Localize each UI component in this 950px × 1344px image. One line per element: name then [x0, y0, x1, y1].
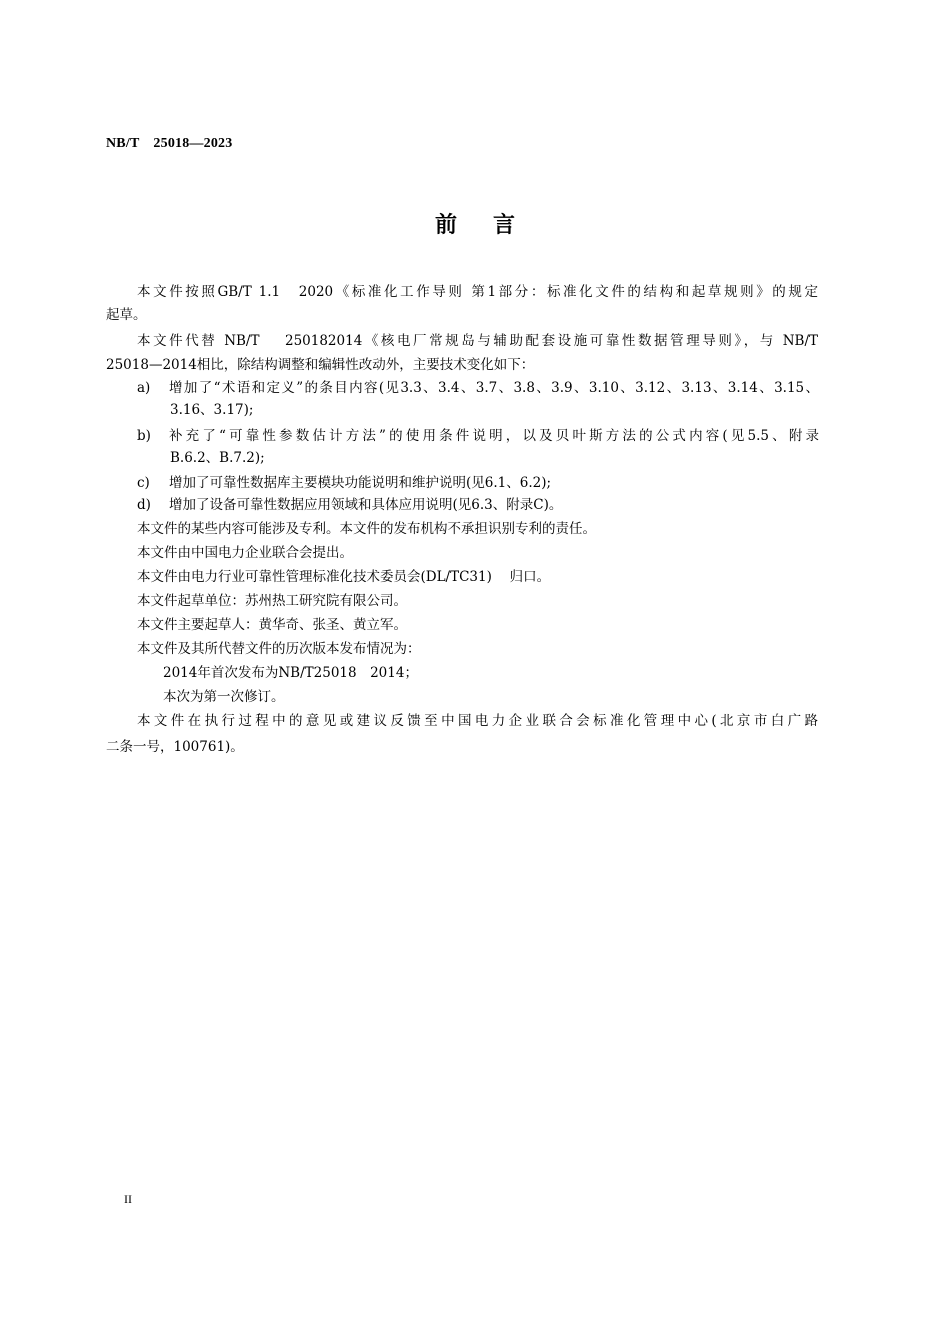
drafting-unit-statement: 本文件起草单位：苏州热工研究院有限公司。 — [137, 593, 407, 609]
page-title: 前言 — [434, 213, 551, 238]
list-marker: c) — [137, 475, 150, 491]
paragraph-basis-line-1: 本文件按照GB/T 1.1 2020《标准化工作导则 第1部分：标准化文件的结构和起草规则》的规定 — [137, 284, 818, 300]
list-marker: b) — [137, 428, 151, 444]
list-item-text: 补充了“可靠性参数估计方法”的使用条件说明，以及贝叶斯方法的公式内容(见5.5、附录 — [169, 428, 819, 444]
committee-statement: 本文件由电力行业可靠性管理标准化技术委员会(DL/TC31) 归口。 — [137, 569, 551, 585]
list-item-text: 增加了设备可靠性数据应用领域和具体应用说明(见6.3、附录C)。 — [169, 497, 563, 513]
page-number: II — [124, 1192, 132, 1206]
list-item-continuation: 3.16、3.17); — [170, 402, 254, 418]
list-item-text: 增加了“术语和定义”的条目内容(见3.3、3.4、3.7、3.8、3.9、3.10、3.12、3.13、3.14、3.15、 — [169, 380, 819, 396]
drafters-statement: 本文件主要起草人：黄华奇、张圣、黄立军。 — [137, 617, 407, 633]
feedback-line-2: 二条一号，100761)。 — [106, 739, 244, 755]
patent-statement: 本文件的某些内容可能涉及专利。本文件的发布机构不承担识别专利的责任。 — [137, 521, 596, 537]
list-item-continuation: B.6.2、B.7.2); — [170, 450, 265, 466]
proposer-statement: 本文件由中国电力企业联合会提出。 — [137, 545, 353, 561]
history-entry-2014: 2014年首次发布为NB/T25018 2014； — [163, 665, 418, 681]
history-entry-current: 本次为第一次修订。 — [163, 689, 285, 705]
list-marker: a) — [137, 380, 151, 396]
paragraph-replacement-line-2: 25018—2014相比，除结构调整和编辑性改动外，主要技术变化如下： — [106, 357, 535, 373]
list-item-text: 增加了可靠性数据库主要模块功能说明和维护说明(见6.1、6.2); — [169, 475, 552, 491]
feedback-line-1: 本文件在执行过程中的意见或建议反馈至中国电力企业联合会标准化管理中心(北京市白广路 — [137, 713, 818, 729]
paragraph-basis-line-2: 起草。 — [106, 307, 147, 323]
history-intro: 本文件及其所代替文件的历次版本发布情况为： — [137, 641, 421, 657]
paragraph-replacement-line-1: 本文件代替 NB/T 250182014《核电厂常规岛与辅助配套设施可靠性数据管理导则》，与 NB/T — [137, 333, 818, 349]
standard-code: NB/T 25018—2023 — [106, 136, 233, 151]
list-marker: d) — [137, 497, 151, 513]
